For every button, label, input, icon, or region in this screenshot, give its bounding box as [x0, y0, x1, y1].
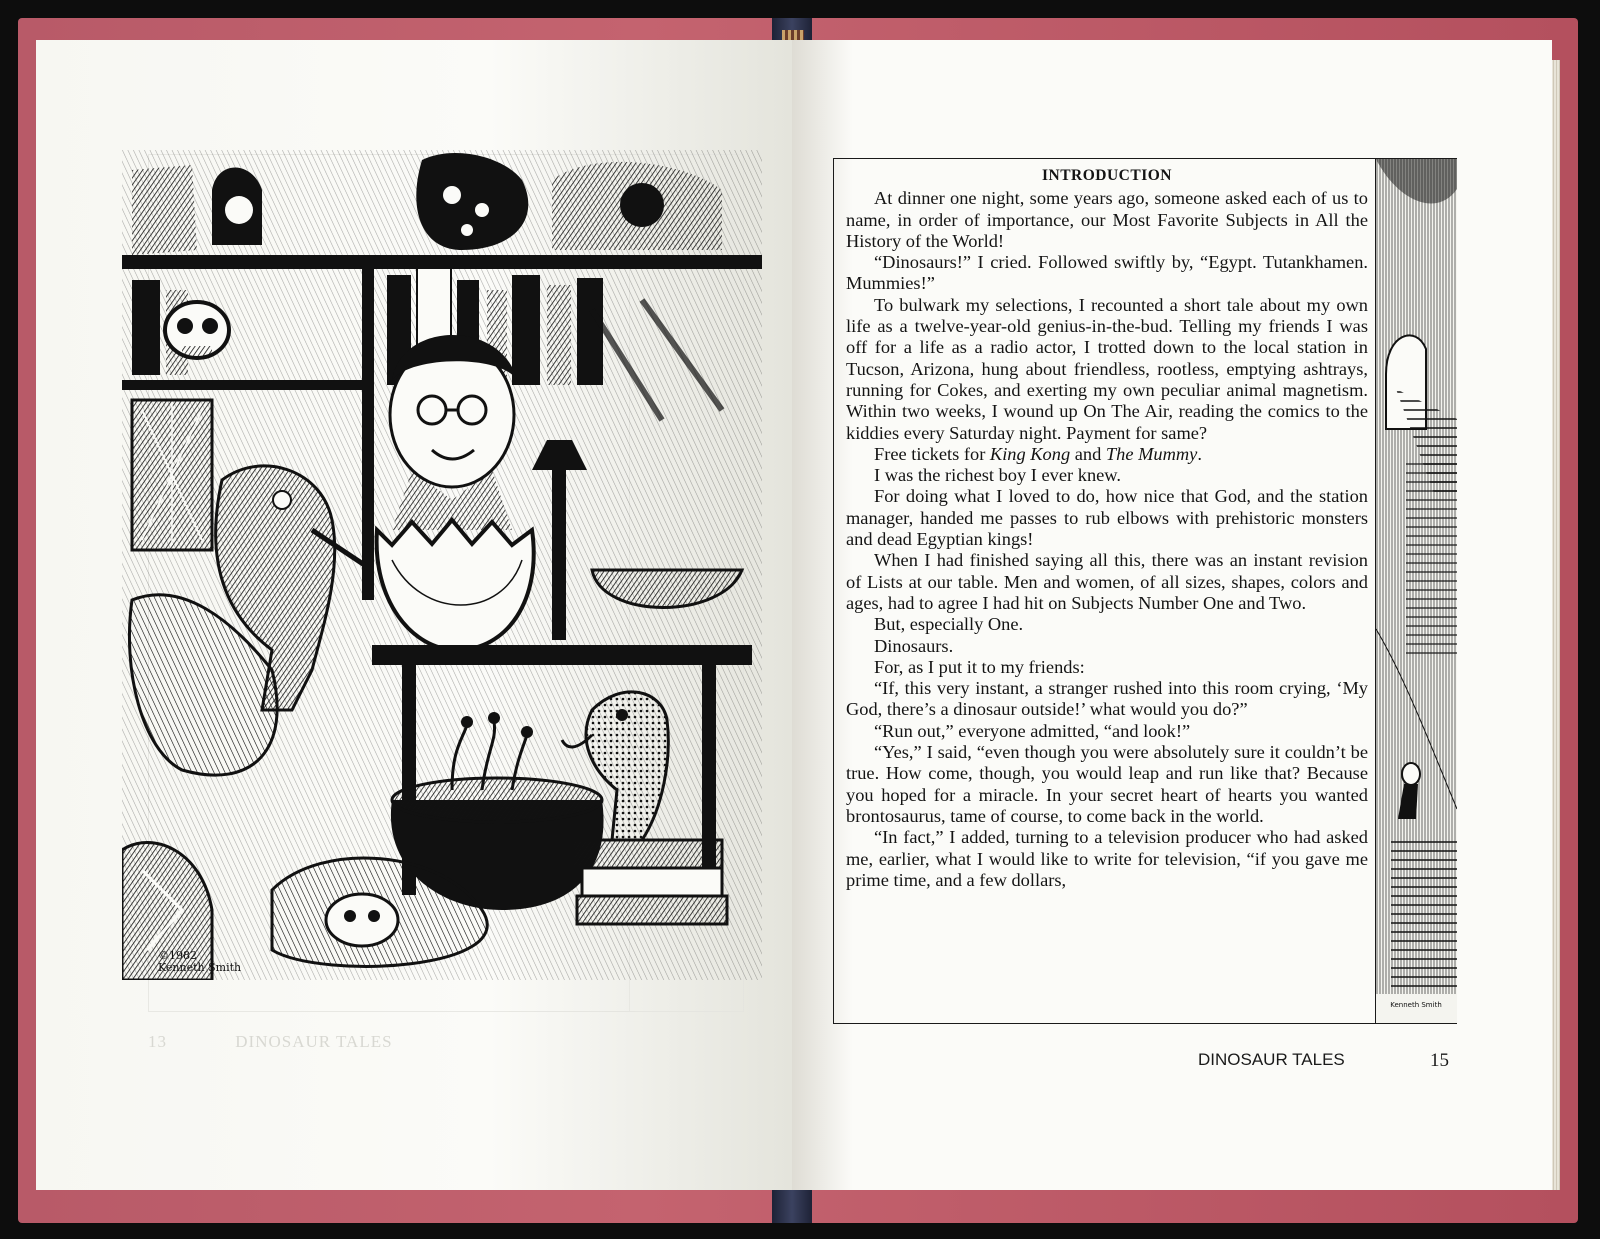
paragraph: “Yes,” I said, “even though you were absolutely sure it couldn’t be true. How come, though, you would leap and run like that? Because you hoped for a miracle. In your secret heart of hearts you wanted brontosaurus, tame of course, to come back in the world. — [846, 742, 1368, 826]
ghost-page-number: 13 — [148, 1032, 167, 1051]
text-column — [846, 165, 1368, 891]
side-art-signature: Kenneth Smith — [1390, 1001, 1442, 1009]
chapter-title: INTRODUCTION — [1041, 167, 1172, 184]
paragraph: Free tickets for King Kong and The Mummy. — [874, 443, 1202, 464]
page-number: 15 — [1430, 1050, 1449, 1071]
paragraph: “Dinosaurs!” I cried. Followed swiftly by, “Egypt. Tutankhamen. Mummies!” — [846, 252, 1368, 294]
signature-artist: Kenneth Smith — [158, 961, 242, 974]
illustration-signature — [158, 950, 241, 974]
stairway-side-illustration — [1375, 159, 1457, 1023]
paragraph: For doing what I loved to do, how nice that God, and the station manager, handed me passes to rub elbows with prehistoric monsters and dead Egyptian kings! — [846, 486, 1368, 550]
ghost-footer — [148, 1032, 708, 1052]
headband — [782, 30, 804, 40]
paragraph: At dinner one night, some years ago, someone asked each of us to name, in order of importance, our Most Favorite Subjects in All the History of the World! — [846, 188, 1368, 251]
dinosaur-study-illustration — [122, 150, 762, 980]
paragraph: I was the richest boy I ever knew. — [874, 465, 1121, 486]
paragraph: Dinosaurs. — [874, 635, 954, 656]
paragraph: “In fact,” I added, turning to a television producer who had asked me, earlier, what I would like to write for television, “if you gave me prime time, and a few dollars, — [846, 827, 1368, 890]
paragraph: When I had finished saying all this, there was an instant revision of Lists at our table. Men and women, of all sizes, shapes, colors and ages, had to agree I had hit on Subjects Number One and Two. — [846, 550, 1368, 613]
running-title: DINOSAUR TALES — [1198, 1050, 1345, 1069]
paragraph: For, as I put it to my friends: — [874, 656, 1085, 677]
signature-copyright: ©1982 — [158, 949, 197, 962]
paragraph: “Run out,” everyone admitted, “and look!” — [874, 720, 1191, 741]
paragraph: To bulwark my selections, I recounted a short tale about my own life as a twelve-year-old genius-in-the-bud. Telling my friends I was off for a life as a radio actor, I trotted down to the local station in Tucson, Arizona, hung about friendless, rootless, emptying ashtrays, running for Cokes, and exerting my own peculiar animal magnetism. Within two weeks, I wound up On The Air, reading the comics to the kiddies every Saturday night. Payment for same? — [846, 294, 1368, 443]
text-frame — [833, 158, 1457, 1024]
paragraph: But, especially One. — [874, 614, 1024, 635]
paragraph: “If, this very instant, a stranger rushed into this room crying, ‘My God, there’s a dinosaur outside!’ what would you do?” — [846, 678, 1368, 720]
ghost-running-title: DINOSAUR TALES — [235, 1032, 393, 1051]
